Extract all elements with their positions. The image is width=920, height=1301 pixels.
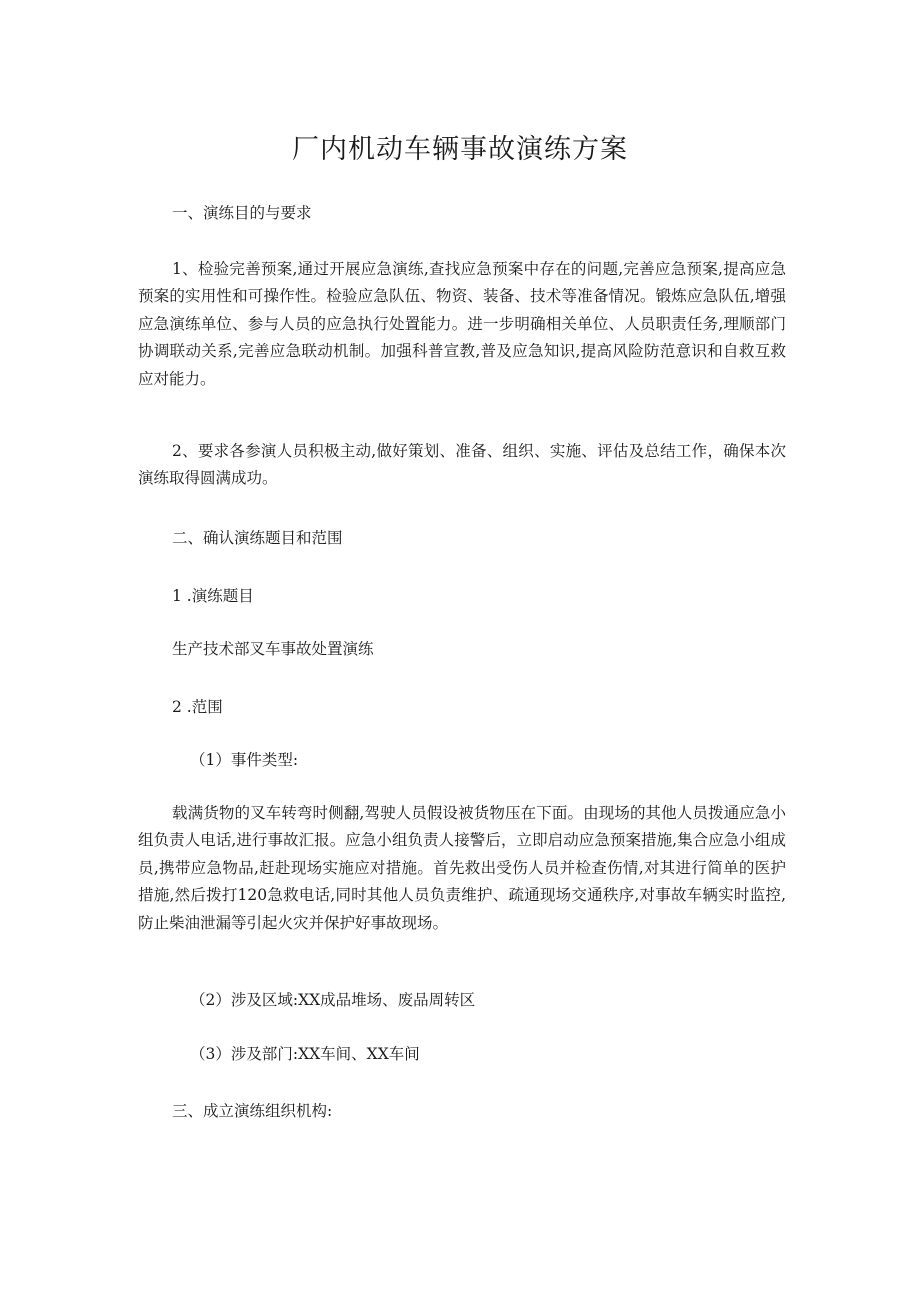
scope-heading: 2 .范围 [172, 698, 223, 716]
event-type-heading: （1）事件类型: [190, 751, 299, 769]
page-title: 厂内机动车辆事故演练方案 [292, 134, 628, 165]
involved-area: （2）涉及区域:XX成品堆场、废品周转区 [190, 991, 476, 1009]
involved-departments: （3）涉及部门:XX车间、XX车间 [190, 1045, 420, 1063]
drill-topic-heading: 1 .演练题目 [172, 587, 254, 605]
section-1-paragraph-2: 2、要求各参演人员积极主动,做好策划、准备、组织、实施、评估及总结工作，确保本次演练取得圆满成功。 [138, 442, 786, 488]
section-1-paragraph-1: 1、检验完善预案,通过开展应急演练,查找应急预案中存在的问题,完善应急预案,提高应急预案的实用性和可操作性。检验应急队伍、物资、装备、技术等准备情况。锻炼应急队伍,增强应急演练单位、参与人员的应急执行处置能力。进一步明确相关单位、人员职责任务,理顺部门协调联动关系,完善应急联动机制。加强科普宣教,普及应急知识,提高风险防范意识和自救互救应对能力。 [138, 260, 786, 388]
section-1-heading: 一、演练目的与要求 [172, 204, 312, 222]
section-3-heading: 三、成立演练组织机构: [172, 1102, 333, 1120]
section-2-heading: 二、确认演练题目和范围 [172, 529, 343, 547]
event-type-description: 载满货物的叉车转弯时侧翻,驾驶人员假设被货物压在下面。由现场的其他人员拨通应急小组负责人电话,进行事故汇报。应急小组负责人接警后，立即启动应急预案措施,集合应急小组成员,携带应急物品,赶赴现场实施应对措施。首先救出受伤人员并检查伤情,对其进行简单的医护措施,然后拨打120急救电话,同时其他人员负责维护、疏通现场交通秩序,对事故车辆实时监控,防止柴油泄漏等引起火灾并保护好事故现场。 [138, 804, 786, 932]
drill-topic-text: 生产技术部叉车事故处置演练 [172, 640, 374, 658]
